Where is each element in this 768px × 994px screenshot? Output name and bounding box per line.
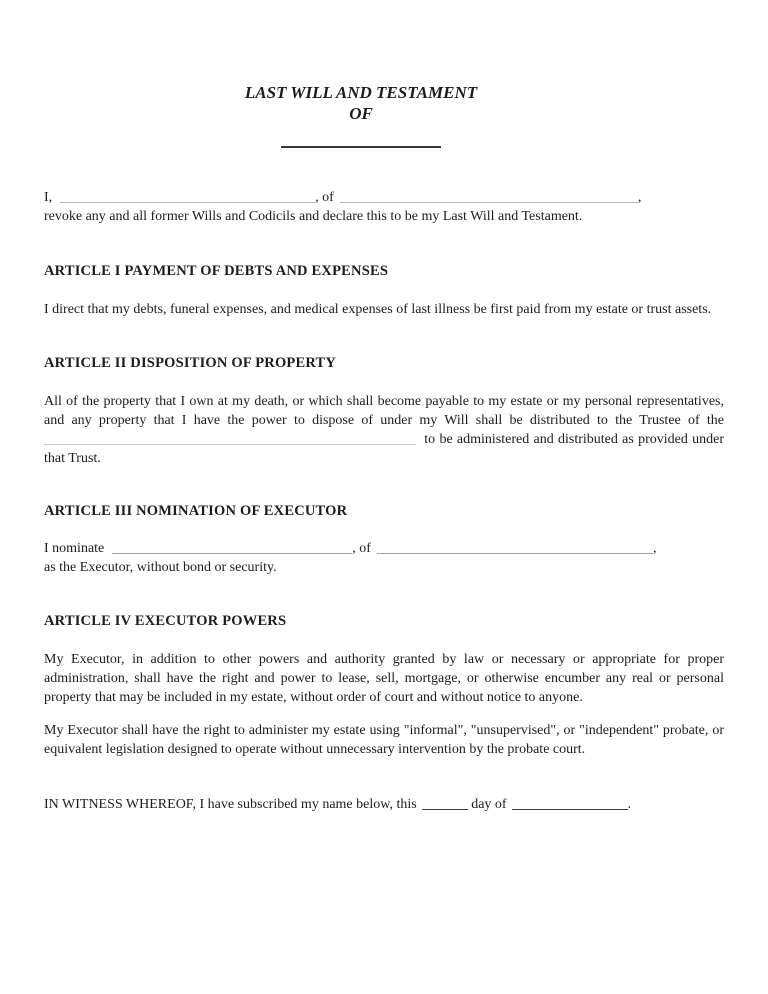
intro-mid: , of	[315, 190, 334, 205]
article-4-body-2: My Executor shall have the right to administer my estate using "informal", "unsupervised", or "independent" probate, or equivalent legislation designed to operate without unnecessary intervention by the probate court.	[44, 723, 724, 757]
executor-residence-field[interactable]	[377, 541, 653, 554]
witness-suffix: .	[627, 797, 632, 812]
article-1-body: I direct that my debts, funeral expenses, and medical expenses of last illness be first paid from my estate or trust assets.	[44, 302, 712, 317]
witness-clause	[44, 795, 724, 814]
nominate-prefix: I nominate	[44, 541, 105, 556]
article-2-heading: ARTICLE II DISPOSITION OF PROPERTY	[44, 355, 337, 371]
month-field[interactable]	[512, 797, 628, 810]
article-3-body	[44, 539, 724, 577]
document-title-block	[44, 82, 678, 148]
document-title-of: OF	[349, 104, 373, 123]
intro-line	[44, 188, 724, 207]
nominate-suffix: ,	[652, 541, 657, 556]
article-2-body-after: to be administered and distributed as provided under that Trust.	[44, 432, 724, 466]
article-2-body	[44, 392, 724, 468]
testator-residence-field[interactable]	[340, 190, 638, 203]
testator-name-line[interactable]	[281, 146, 441, 148]
article-1-heading: ARTICLE I PAYMENT OF DEBTS AND EXPENSES	[44, 263, 389, 279]
article-4-body-1: My Executor, in addition to other powers and authority granted by law or necessary or appropriate for proper administration, shall have the right and power to lease, sell, mortgage, or otherwise encumber any real or personal property that may be included in my estate, without order of court and without notice to anyone.	[44, 652, 724, 705]
nominate-line	[44, 539, 724, 558]
witness-prefix: IN WITNESS WHEREOF, I have subscribed my name below, this	[44, 797, 417, 812]
day-field[interactable]	[422, 797, 468, 810]
nominate-line-2: as the Executor, without bond or security.	[44, 560, 277, 575]
intro-suffix: ,	[637, 190, 642, 205]
article-2-body-before: All of the property that I own at my death, or which shall become payable to my estate or my personal representatives, and any property that I have the power to dispose of under my Will shall be distributed to the Trustee of the	[44, 394, 724, 428]
intro-prefix: I,	[44, 190, 53, 205]
trust-name-field[interactable]	[44, 432, 416, 445]
document-title: LAST WILL AND TESTAMENT	[244, 83, 478, 102]
intro-line-2: revoke any and all former Wills and Codicils and declare this to be my Last Will and Testament.	[44, 209, 583, 224]
article-3-heading: ARTICLE III NOMINATION OF EXECUTOR	[44, 503, 348, 519]
executor-name-field[interactable]	[112, 541, 352, 554]
testator-name-field[interactable]	[60, 190, 315, 203]
article-4-heading: ARTICLE IV EXECUTOR POWERS	[44, 613, 287, 629]
witness-mid: day of	[471, 797, 507, 812]
nominate-mid: , of	[352, 541, 371, 556]
intro-section	[44, 188, 724, 226]
